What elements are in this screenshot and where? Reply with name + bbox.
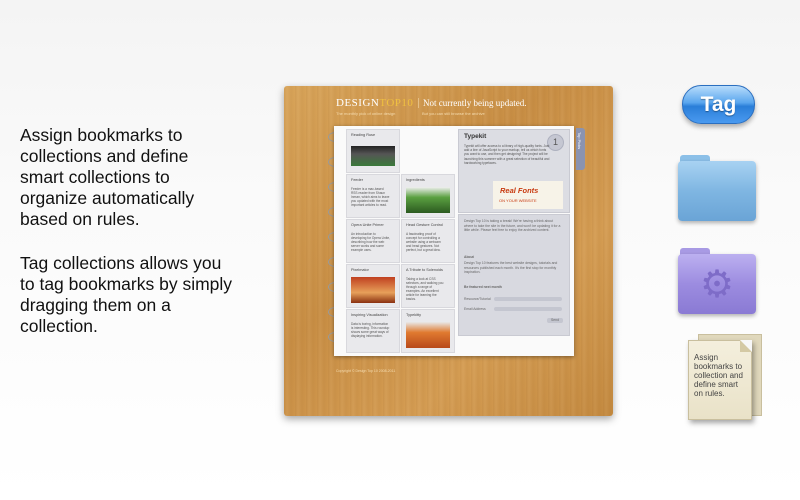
side-tab[interactable]: Top Picks: [576, 128, 585, 170]
site-tagline: The monthly pick of online design: [336, 111, 396, 116]
resource-input[interactable]: [494, 297, 562, 301]
notebook-page: [334, 126, 574, 356]
document-icon[interactable]: Assign bookmarks to collection and define smart on rules.: [688, 340, 752, 420]
list-item[interactable]: Feeder Feeder is a mac-based RSS reader from Shaun Inman, which aims to leave you updated with the most important articles to read.: [346, 174, 400, 218]
sidebar-promo: Design Top 10 is taking a break! We're having a think about where to take the site in the future, and won't be updating it for a little while. Please feel free to enjoy the archived content. About Design Top 10 features the best website designs, tutorials and resources published each month. It's the first stop for monthly inspiration. Be featured next month Resource/Tutorial Email Address Send: [458, 214, 570, 336]
featured-item[interactable]: Typekit 1 Typekit will offer access to a library of high-quality fonts. Just add a line of JavaScript to your markup, tell us which fonts you want to use, and then get designing! The project will be launching this summer with a great selection of beautiful and hardworking typefaces. Real Fonts ON YOUR WEBSITE: [458, 129, 570, 213]
list-item[interactable]: Pixelmator: [346, 264, 400, 308]
notebook-preview: [284, 86, 613, 416]
list-item[interactable]: Reading Ruse: [346, 129, 400, 173]
list-item[interactable]: Head Gesture Control A fascinating proof of concept for controlling a website using a webcam and head gestures. Not perfect, but a great idea.: [401, 219, 455, 263]
list-item[interactable]: Typekitty: [401, 309, 455, 353]
description-paragraph-2: Tag collections allows you to tag bookmarks by simply dragging them on a collection.: [20, 253, 233, 336]
tag-icon[interactable]: Tag: [682, 85, 755, 124]
list-item[interactable]: Ingredients: [401, 174, 455, 218]
list-item[interactable]: Opera Unite Primer An introduction to developing for Opera Unite, describing how the web server works and some example uses.: [346, 219, 400, 263]
folder-icon[interactable]: [678, 155, 756, 221]
site-logo: DESIGNTOP10: [336, 97, 414, 109]
copyright: Copyright © Design Top 10 2008-2011: [336, 369, 396, 373]
smart-folder-icon[interactable]: [678, 248, 756, 314]
description-paragraph-1: Assign bookmarks to collections and define smart collections to organize automatically based on rules.: [20, 125, 195, 229]
featured-banner: Real Fonts ON YOUR WEBSITE: [493, 181, 563, 209]
gear-icon: ⚙: [700, 264, 735, 306]
send-button[interactable]: Send: [547, 318, 563, 323]
list-item[interactable]: A Tribute to Solenoids Taking a look at CSS selectors, and walking you through a range of examples. An excellent article for learning the basics.: [401, 264, 455, 308]
site-notice: Not currently being updated.: [418, 98, 526, 108]
list-item[interactable]: Inspiring Visualization Data is boring, information is interesting. This roundup shows some great ways of displaying information.: [346, 309, 400, 353]
site-notice-sub: But you can still browse the archive: [422, 111, 485, 116]
email-input[interactable]: [494, 307, 562, 311]
